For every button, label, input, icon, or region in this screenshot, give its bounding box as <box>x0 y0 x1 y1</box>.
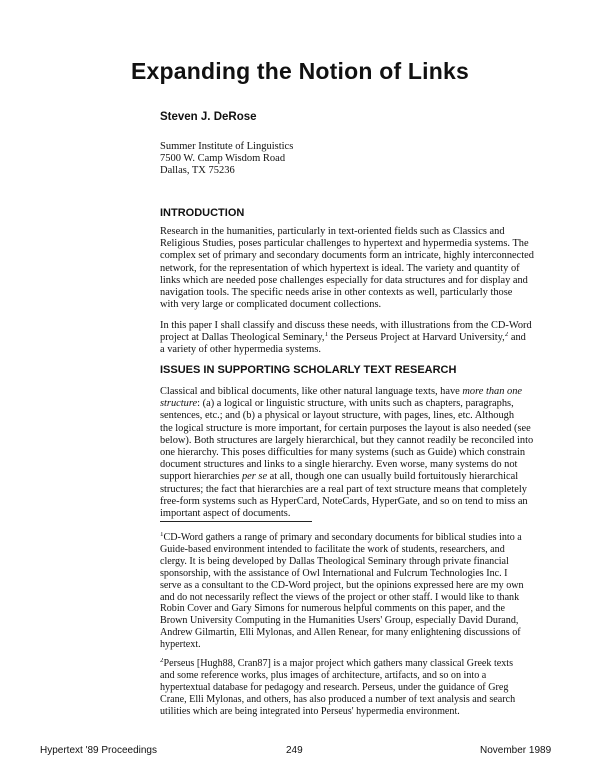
text-line: with very large or complicated document collections. <box>160 299 382 311</box>
affiliation-line: Summer Institute of Linguistics <box>160 141 294 152</box>
emphasis: per se <box>241 471 268 483</box>
text-run: project at Dallas Theological Seminary, <box>160 332 325 344</box>
text-line: hypertextual database for pedagogy and research. Perseus, under the guidance of Greg <box>160 681 509 693</box>
footnote-number: 1 <box>160 532 164 538</box>
text-line: the logical structure is more important, for certain purposes the layout is also needed (see <box>160 422 531 434</box>
text-run: support hierarchies <box>160 471 242 483</box>
text-line: Crane, Elli Mylonas, and others, has also produced a number of text analysis and search <box>160 693 516 705</box>
text-line: below). Both structures are largely hierarchical, but they cannot readily be reconciled into <box>160 434 534 446</box>
paper-title: Expanding the Notion of Links <box>130 58 469 84</box>
text-run: Perseus [Hugh88, Cran87] is a major project which gathers many classical Greek texts <box>163 658 514 669</box>
text-line: hypertext. <box>160 639 201 651</box>
emphasis: more than one <box>462 386 523 397</box>
text-line: a variety of other hypermedia systems. <box>160 344 322 356</box>
affiliation-line: Dallas, TX 75236 <box>160 165 235 176</box>
text-line <box>160 386 558 398</box>
text-run: Classical and biblical documents, like other natural language texts, have <box>160 386 463 397</box>
section-heading-issues: ISSUES IN SUPPORTING SCHOLARLY TEXT RESEARCH <box>160 364 457 376</box>
text-line: structures; the fact that hierarchies are a real part of text structure means that completely <box>160 483 527 495</box>
section-heading-introduction: INTRODUCTION <box>160 207 245 219</box>
text-line: network, for the representation of which hypertext is ideal. The variety and quantity of <box>160 262 520 274</box>
text-line <box>160 398 558 410</box>
text-line: Guide-based environment intended to facilitate the work of students, researchers, and <box>160 543 505 555</box>
emphasis: structure <box>160 398 198 410</box>
text-line <box>160 658 560 670</box>
text-line: clergy. It is being developed by Dallas Theological Seminary through private financial <box>160 555 509 567</box>
text-line: Religious Studies, poses particular challenges to hypertext and hypermedia systems. The <box>160 238 529 250</box>
text-line: utilities which are being integrated into Perseus' hypermedia environment. <box>160 705 460 717</box>
footnote-2 <box>160 658 560 718</box>
text-line: Andrew Gilmartin, Elli Mylonas, and Allen Renear, for many enlightening discussions of <box>160 627 521 639</box>
text-line: In this paper I shall classify and discuss these needs, with illustrations from the CD-Word <box>160 320 532 331</box>
author-name: Steven J. DeRose <box>160 111 257 123</box>
text-line: complex set of primary and secondary documents form an intricate, highly interconnected <box>160 250 534 262</box>
text-line: sentences, etc.; and (b) a physical or layout structure, with pages, lines, etc. Although <box>160 410 515 422</box>
text-line: and do not necessarily reflect the views of the project or other staff. I would like to thank <box>160 591 520 603</box>
text-line: Brown University Computing in the Humanities Users' Group, especially David Durand, <box>160 615 519 627</box>
text-line: sponsorship, with the assistance of Owl International and Fulcrum Technologies Inc. I <box>160 567 508 579</box>
text-line: free-form systems such as HyperCard, NoteCards, HyperGate, and so on tend to miss an <box>160 495 528 507</box>
footnote-rule <box>160 521 312 522</box>
text-line <box>160 532 560 544</box>
author-affiliation <box>160 141 293 177</box>
footnote-marker: 2 <box>504 332 509 339</box>
issues-paragraph <box>160 386 558 520</box>
intro-paragraph-2 <box>160 320 558 357</box>
text-line: serve as a consultant to the CD-Word project, but the opinions expressed here are my own <box>160 579 524 591</box>
affiliation-line: 7500 W. Camp Wisdom Road <box>160 153 286 164</box>
intro-paragraph-1 <box>160 226 558 311</box>
text-line: document structures and links to a single hierarchy. Even worse, many systems do not <box>160 459 518 471</box>
footnote-marker: 1 <box>324 332 328 339</box>
text-line <box>160 332 558 344</box>
footnote-number: 2 <box>160 658 164 664</box>
text-run: at all, though one can usually build fortuitously hierarchical <box>267 471 519 483</box>
text-run: the Perseus Project at Harvard University, <box>327 332 505 344</box>
footnote-1 <box>160 532 560 651</box>
footer-proceedings: Hypertext '89 Proceedings <box>40 745 157 756</box>
footer-date: November 1989 <box>480 745 552 756</box>
text-line: Research in the humanities, particularly in text-oriented fields such as Classics and <box>160 226 505 237</box>
text-line: navigation tools. The specific needs arise in other contexts as well, particularly those <box>160 287 513 299</box>
text-line: links which are needed pose challenges especially for data structures and for display and <box>160 274 528 286</box>
text-line <box>160 471 558 483</box>
page-number: 249 <box>286 745 303 756</box>
text-line: and some reference works, plus images of architecture, artifacts, and so on into a <box>160 669 487 681</box>
text-line: one hierarchy. This poses difficulties for many systems (such as Guide) which constrain <box>160 447 526 459</box>
text-run: and <box>508 332 526 344</box>
text-run: : (a) a logical or linguistic structure, with units such as chapters, paragraphs, <box>197 398 514 410</box>
text-run: CD-Word gathers a range of primary and secondary documents for biblical studies into a <box>163 532 522 543</box>
text-line: important aspect of documents. <box>160 508 291 520</box>
text-line: Robin Cover and Gary Simons for numerous helpful comments on this paper, and the <box>160 603 505 615</box>
